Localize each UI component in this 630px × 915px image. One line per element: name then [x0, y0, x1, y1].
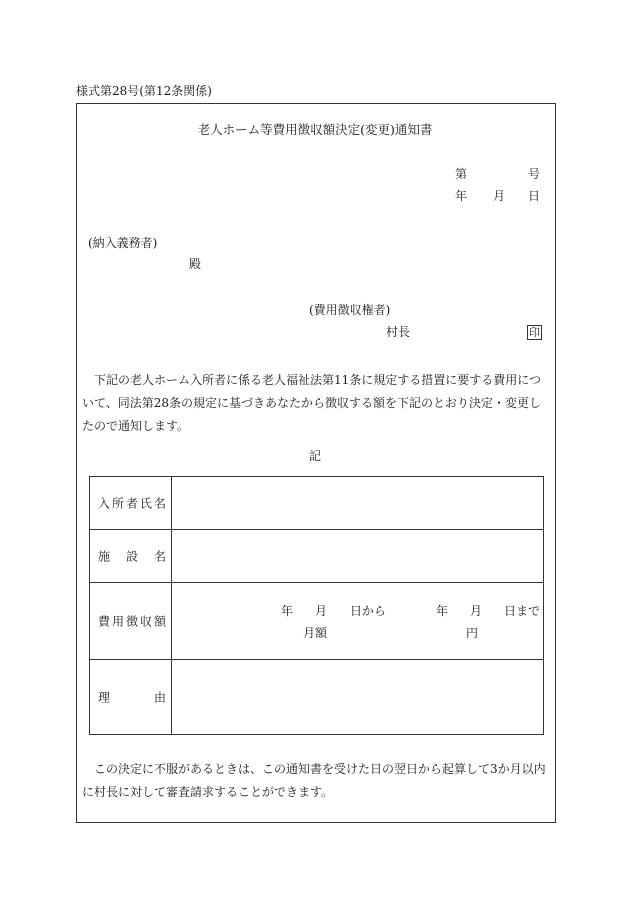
from-day: 日から: [350, 604, 387, 618]
fee-label: [98, 613, 166, 630]
table-row-facility: [90, 530, 544, 583]
authority-label: (費用徴収権者): [309, 303, 391, 317]
label-char: 氏: [139, 496, 152, 511]
table-row-reason: [90, 660, 544, 735]
label-char: 所: [111, 496, 124, 511]
date-month: 月: [493, 189, 506, 203]
fee-label-cell: [90, 583, 172, 660]
from-month: 月: [315, 604, 328, 618]
form-number: 様式第28号(第12条関係): [76, 84, 212, 98]
label-char: 施: [98, 549, 111, 564]
label-char: 由: [153, 690, 166, 705]
label-char: 額: [153, 614, 166, 629]
to-month: 月: [470, 604, 483, 618]
label-char: 名: [153, 549, 166, 564]
monthly-label: 月額: [303, 626, 328, 640]
payer-honorific: 殿: [189, 257, 202, 271]
date-year: 年: [455, 189, 468, 203]
label-char: 費: [98, 614, 111, 629]
label-char: 理: [98, 690, 111, 705]
resident-name-value[interactable]: [172, 477, 544, 530]
facility-name-label: [98, 548, 166, 565]
notification-body: 下記の老人ホーム入所者に係る老人福祉法第11条に規定する措置に要する費用について、同法第28条の規定に基づきあなたから徴収する額を下記のとおり決定・変更したので通知します。: [82, 373, 542, 433]
details-table: [89, 476, 544, 735]
date-day: 日: [528, 189, 541, 203]
doc-number-suffix: 号: [528, 167, 541, 181]
yen-label: 円: [466, 626, 479, 640]
to-day: 日まで: [504, 604, 541, 618]
ki-heading: 記: [308, 449, 321, 463]
fee-value[interactable]: [172, 583, 544, 660]
reason-label-cell: [90, 660, 172, 735]
appeal-note: この決定に不服があるときは、この通知書を受けた日の翌日から起算して3か月以内に村長に対して審査請求することができます。: [82, 762, 546, 799]
label-char: 者: [125, 496, 138, 511]
payer-label: (納入義務者): [88, 236, 158, 250]
doc-number-prefix: 第: [455, 167, 468, 181]
reason-label: [98, 689, 166, 706]
document-title: 老人ホーム等費用徴収額決定(変更)通知書: [197, 122, 433, 137]
table-row-fee: [90, 583, 544, 660]
table-row-resident: [90, 477, 544, 530]
resident-name-label-cell: [90, 477, 172, 530]
label-char: 名: [153, 496, 166, 511]
seal-mark: 印: [529, 326, 540, 339]
facility-name-label-cell: [90, 530, 172, 583]
reason-value[interactable]: [172, 660, 544, 735]
label-char: 用: [111, 614, 124, 629]
label-char: 入: [98, 496, 111, 511]
resident-name-label: [98, 495, 166, 512]
label-char: 徴: [125, 614, 138, 629]
from-year: 年: [281, 604, 294, 618]
facility-name-value[interactable]: [172, 530, 544, 583]
authority-name: 村長: [386, 325, 411, 339]
label-char: 収: [139, 614, 152, 629]
to-year: 年: [436, 604, 449, 618]
label-char: 設: [125, 549, 138, 564]
